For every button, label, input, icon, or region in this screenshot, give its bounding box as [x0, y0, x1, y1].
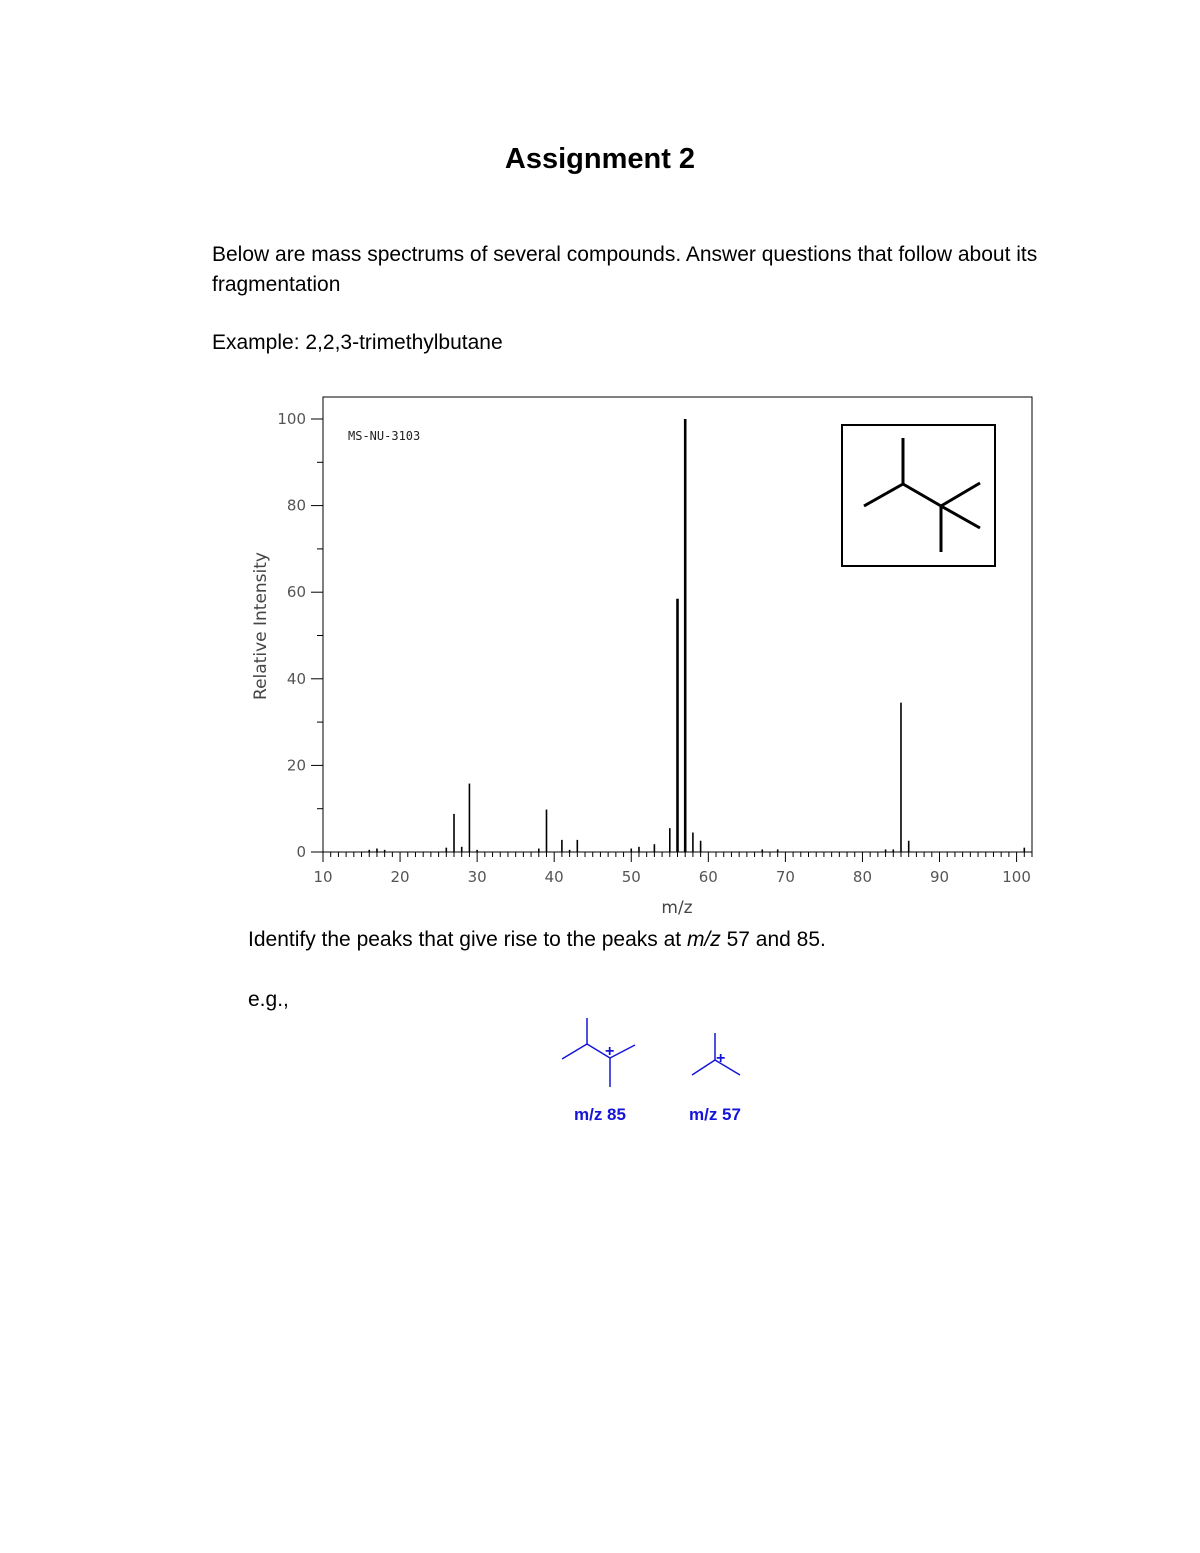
x-axis	[313, 852, 1032, 886]
x-tick-label: 50	[621, 868, 641, 886]
spectrum-id: MS-NU-3103	[348, 429, 421, 443]
fragment-structures	[540, 1010, 770, 1130]
y-tick-label: 100	[277, 410, 306, 428]
x-tick-label: 60	[698, 868, 718, 886]
peaks	[369, 419, 1024, 852]
x-axis-label: m/z	[661, 898, 693, 918]
intro-paragraph: Below are mass spectrums of several compounds. Answer questions that follow about its fragmentation	[212, 243, 1038, 296]
fragment-85	[562, 1018, 635, 1124]
question-text	[248, 928, 826, 952]
question-suffix: 57 and 85.	[720, 928, 826, 951]
page-title: Assignment 2	[504, 143, 696, 175]
fragment-85-charge: +	[605, 1043, 615, 1060]
y-axis	[277, 410, 323, 861]
fragment-57	[689, 1033, 741, 1124]
structure-inset	[842, 425, 995, 566]
fragment-85-label: m/z 85	[574, 1105, 626, 1124]
y-axis-label: Relative Intensity	[251, 552, 271, 700]
trimethylbutane-structure	[864, 438, 980, 552]
y-tick-label: 60	[286, 583, 306, 602]
example-label: Example: 2,2,3-trimethylbutane	[212, 331, 503, 354]
x-tick-label: 80	[852, 868, 873, 886]
y-tick-label: 0	[296, 843, 306, 861]
fragment-57-label: m/z 57	[689, 1105, 741, 1124]
y-tick-label: 20	[286, 756, 306, 775]
y-tick-label: 40	[286, 669, 306, 688]
fragment-57-charge: +	[716, 1050, 726, 1067]
x-tick-label: 40	[544, 868, 564, 886]
y-tick-label: 80	[286, 496, 306, 515]
x-tick-label: 100	[1002, 868, 1031, 886]
question-mz: m/z	[686, 928, 721, 951]
x-tick-label: 70	[775, 868, 795, 886]
question-prefix: Identify the peaks that give rise to the peaks at	[248, 928, 687, 951]
x-tick-label: 90	[929, 868, 950, 886]
x-tick-label: 10	[313, 868, 333, 886]
eg-label: e.g.,	[248, 988, 289, 1011]
x-tick-label: 20	[390, 868, 410, 886]
x-tick-label: 30	[467, 868, 487, 886]
mass-spectrum-chart	[240, 390, 1040, 920]
